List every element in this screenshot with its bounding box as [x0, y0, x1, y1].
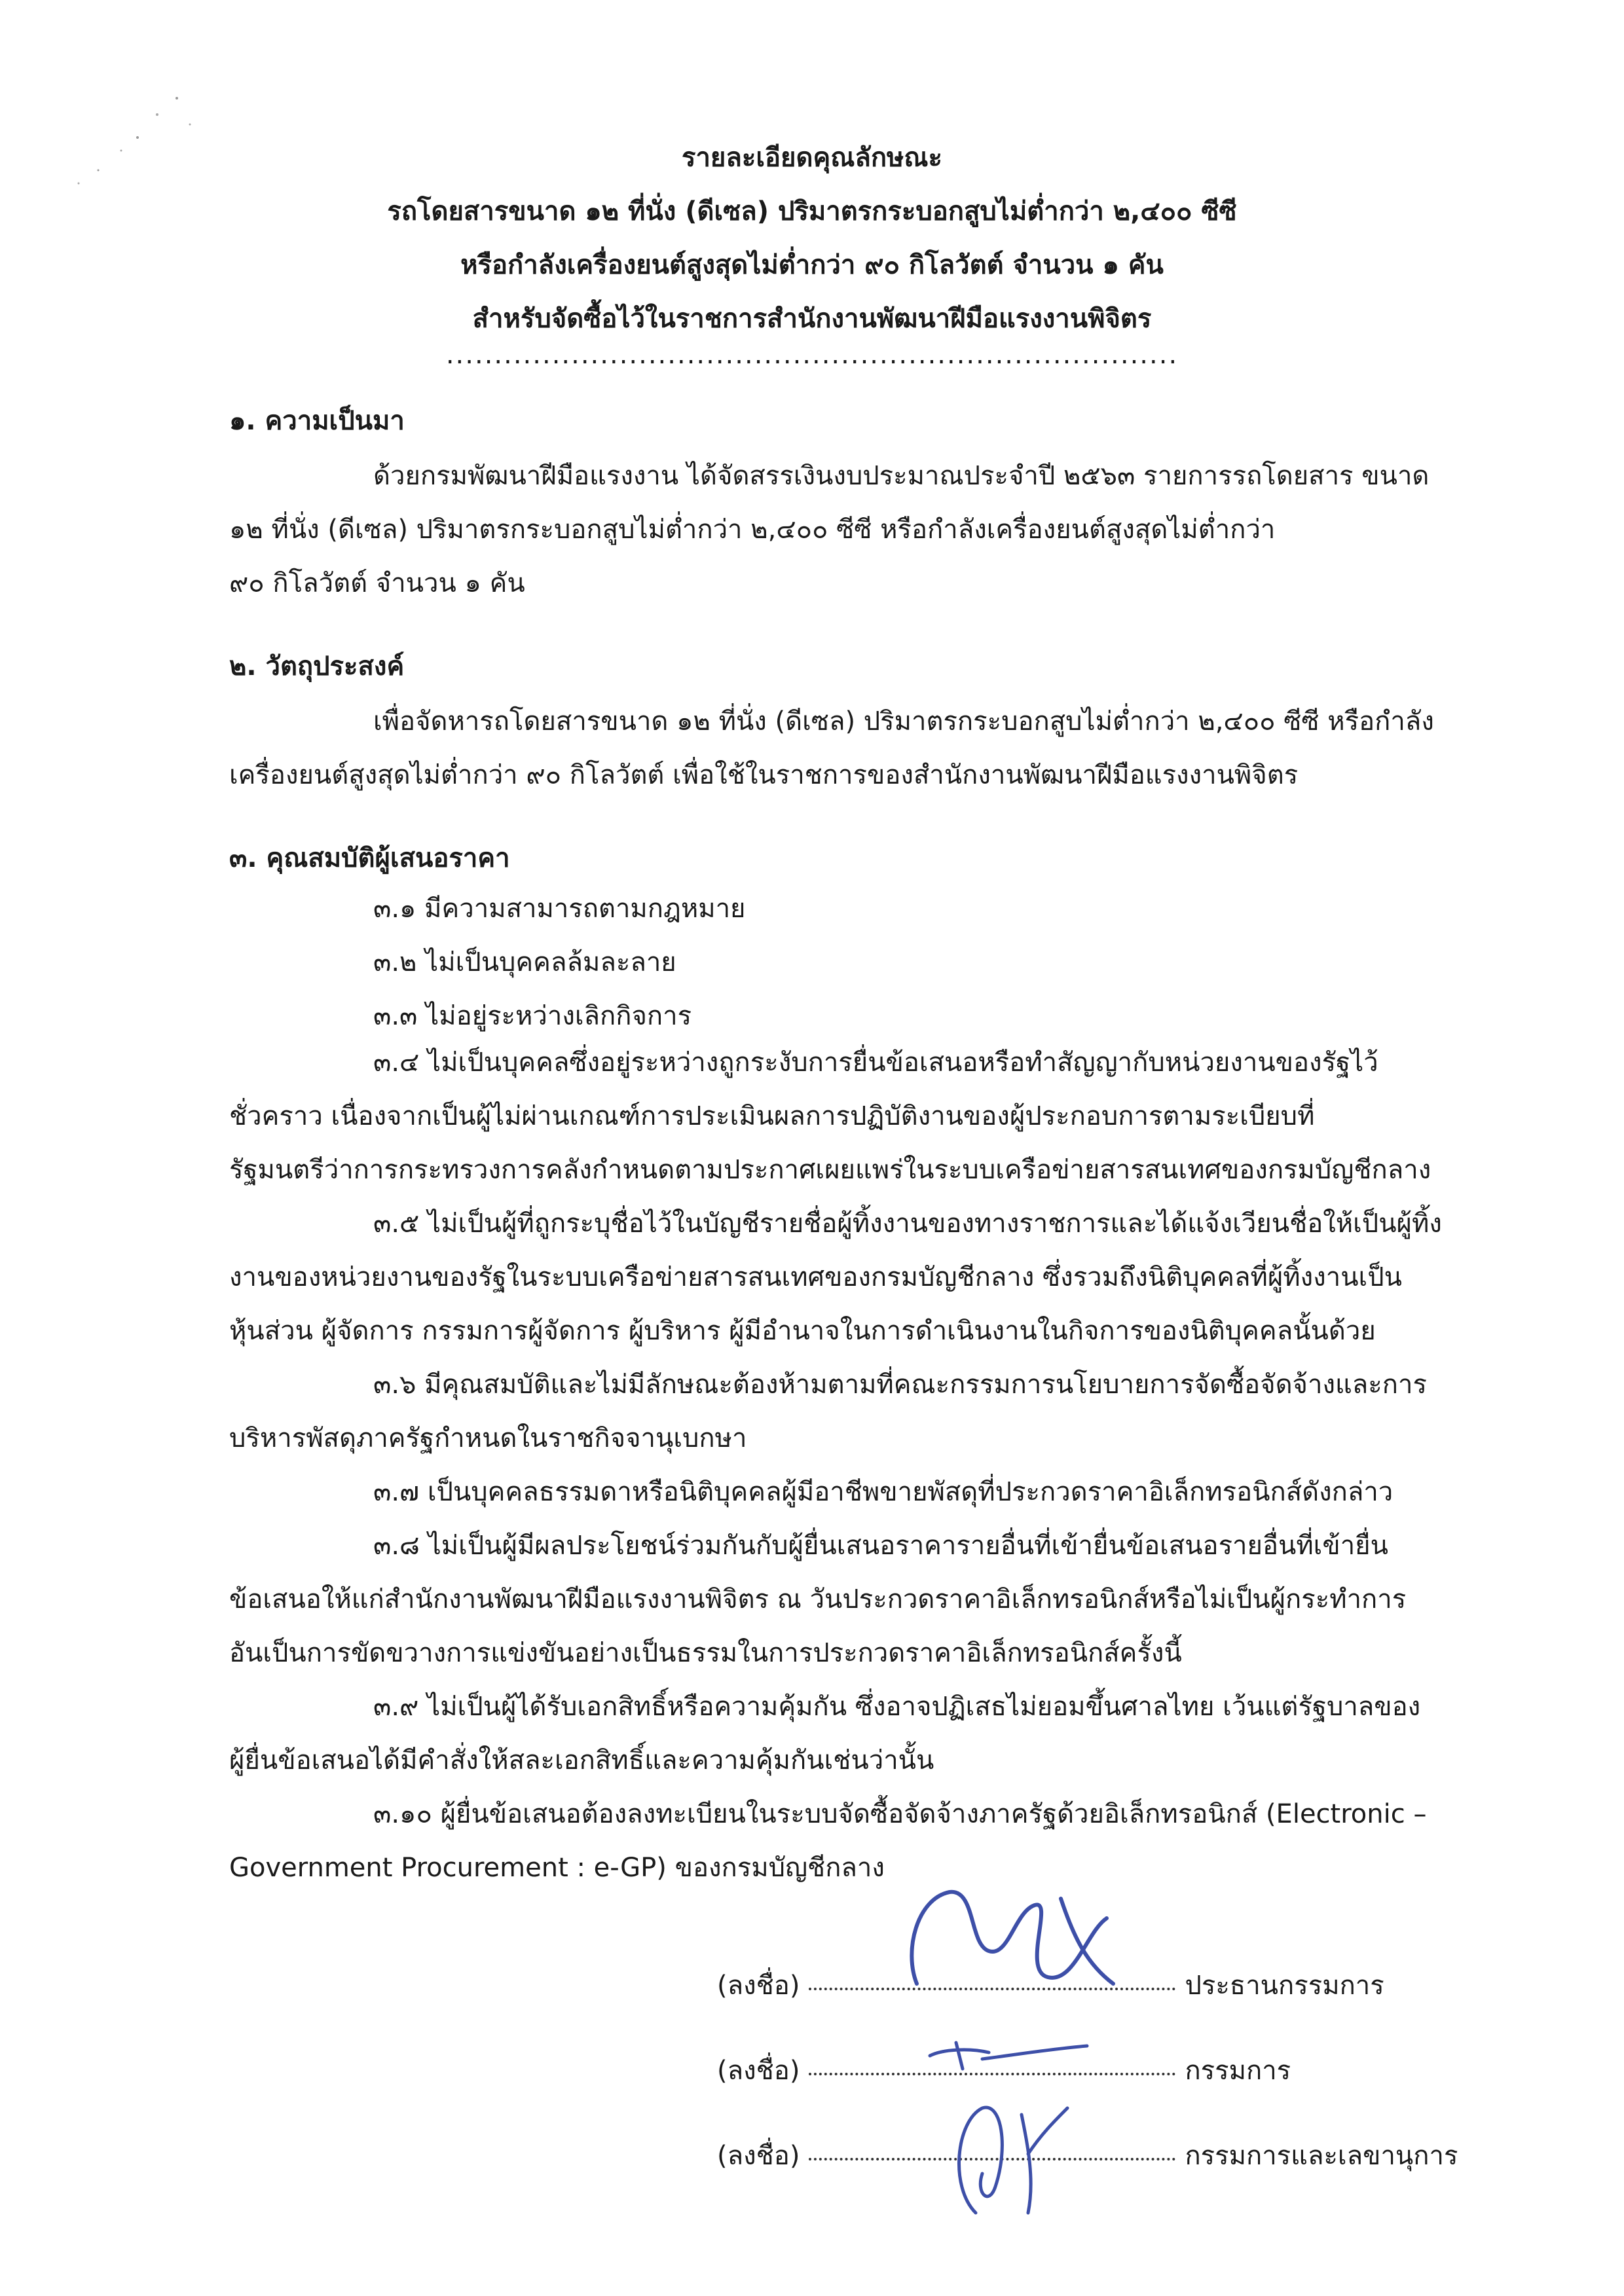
qualification-item-10 [229, 1787, 1460, 1895]
scan-specks [59, 79, 203, 199]
item-5-line: ๓.๕ ไม่เป็นผู้ที่ถูกระบุชื่อไว้ในบัญชีรายชื่อผู้ทิ้งงานของทางราชการและได้แจ้งเวียนชื่อให้เป็นผู้ทิ้ง [373, 1209, 1442, 1239]
section-2-body [229, 695, 1460, 802]
qualification-item-2: ๓.๒ ไม่เป็นบุคคลล้มละลาย [373, 947, 676, 977]
item-8-line: ๓.๘ ไม่เป็นผู้มีผลประโยชน์ร่วมกันกับผู้ยื่นเสนอราคารายอื่นที่เข้ายื่นข้อเสนอรายอื่นที่เข้ายื่น [373, 1531, 1388, 1561]
item-8-line: อันเป็นการขัดขวางการแข่งขันอย่างเป็นธรรมในการประกวดราคาอิเล็กทรอนิกส์ครั้งนี้ [229, 1638, 1182, 1668]
section-1-line: ๑๒ ที่นั่ง (ดีเซล) ปริมาตรกระบอกสูบไม่ต่ำกว่า ๒,๔๐๐ ซีซี หรือกำลังเครื่องยนต์สูงสุดไม่ต่ำกว่า [229, 515, 1276, 545]
signature-prefix: (ลงชื่อ) [717, 2056, 800, 2086]
signature-prefix: (ลงชื่อ) [717, 2141, 800, 2171]
item-10-line: Government Procurement : e-GP) ของกรมบัญชีกลาง [229, 1853, 885, 1883]
signature-role: ประธานกรรมการ [1185, 1971, 1384, 2001]
qualification-item-4 [229, 1036, 1460, 1197]
item-4-line: ๓.๔ ไม่เป็นบุคคลซึ่งอยู่ระหว่างถูกระงับการยื่นข้อเสนอหรือทำสัญญากับหน่วยงานของรัฐไว้ [373, 1048, 1378, 1078]
qualification-item-5 [229, 1197, 1460, 1358]
section-3-heading: ๓. คุณสมบัติผู้เสนอราคา [229, 843, 510, 873]
qualification-item-1: ๓.๑ มีความสามารถตามกฎหมาย [373, 894, 746, 924]
member-signature [917, 2023, 1100, 2082]
item-9-line: ๓.๙ ไม่เป็นผู้ได้รับเอกสิทธิ์หรือความคุ้มกัน ซึ่งอาจปฏิเสธไม่ยอมขึ้นศาลไทย เว้นแต่รัฐบาลของ [373, 1692, 1421, 1722]
item-8-line: ข้อเสนอให้แก่สำนักงานพัฒนาฝีมือแรงงานพิจิตร ณ วันประกวดราคาอิเล็กทรอนิกส์หรือไม่เป็นผู้กระทำการ [229, 1584, 1407, 1614]
title-line-4: สำหรับจัดซื้อไว้ในราชการสำนักงานพัฒนาฝีมือแรงงานพิจิตร [472, 304, 1152, 334]
qualification-item-6 [229, 1358, 1460, 1465]
qualification-item-7 [229, 1465, 1460, 1519]
chairman-signature [891, 1872, 1126, 2003]
item-9-line: ผู้ยื่นข้อเสนอได้มีคำสั่งให้สละเอกสิทธิ์และความคุ้มกันเช่นว่านั้น [229, 1745, 934, 1776]
section-2-line: เครื่องยนต์สูงสุดไม่ต่ำกว่า ๙๐ กิโลวัตต์ เพื่อใช้ในราชการของสำนักงานพัฒนาฝีมือแรงงานพิจิตร [229, 760, 1299, 790]
signature-role: กรรมการ [1185, 2056, 1291, 2086]
item-6-line: ๓.๖ มีคุณสมบัติและไม่มีลักษณะต้องห้ามตามที่คณะกรรมการนโยบายการจัดซื้อจัดจ้างและการ [373, 1370, 1427, 1400]
secretary-signature [936, 2095, 1080, 2226]
title-line-1: รายละเอียดคุณลักษณะ [681, 143, 943, 173]
item-7-line: ๓.๗ เป็นบุคคลธรรมดาหรือนิติบุคคลผู้มีอาชีพขายพัสดุที่ประกวดราคาอิเล็กทรอนิกส์ดังกล่าว [373, 1477, 1393, 1507]
qualification-item-3: ๓.๓ ไม่อยู่ระหว่างเลิกกิจการ [373, 1001, 692, 1031]
item-5-line: งานของหน่วยงานของรัฐในระบบเครือข่ายสารสนเทศของกรมบัญชีกลาง ซึ่งรวมถึงนิติบุคคลที่ผู้ทิ้งงานเป็น [229, 1262, 1402, 1292]
title-line-3: หรือกำลังเครื่องยนต์สูงสุดไม่ต่ำกว่า ๙๐ กิโลวัตต์ จำนวน ๑ คัน [460, 250, 1164, 280]
title-divider: ............................................................................ [445, 340, 1179, 370]
signature-role: กรรมการและเลขานุการ [1185, 2141, 1458, 2171]
title-line-2: รถโดยสารขนาด ๑๒ ที่นั่ง (ดีเซล) ปริมาตรกระบอกสูบไม่ต่ำกว่า ๒,๔๐๐ ซีซี [387, 196, 1237, 227]
qualification-item-8 [229, 1519, 1460, 1680]
section-1-heading: ๑. ความเป็นมา [229, 406, 405, 436]
section-1-line: ๙๐ กิโลวัตต์ จำนวน ๑ คัน [229, 568, 525, 598]
signature-prefix: (ลงชื่อ) [717, 1971, 800, 2001]
item-10-line: ๓.๑๐ ผู้ยื่นข้อเสนอต้องลงทะเบียนในระบบจัดซื้อจัดจ้างภาครัฐด้วยอิเล็กทรอนิกส์ (Electronic – [373, 1799, 1427, 1829]
section-1-body [229, 449, 1460, 610]
item-5-line: หุ้นส่วน ผู้จัดการ กรรมการผู้จัดการ ผู้บริหาร ผู้มีอำนาจในการดำเนินงานในกิจการของนิติบุคคลนั้นด้วย [229, 1316, 1376, 1346]
item-6-line: บริหารพัสดุภาครัฐกำหนดในราชกิจจานุเบกษา [229, 1423, 747, 1453]
signature-row-secretary [717, 2134, 1458, 2176]
item-4-line: ชั่วคราว เนื่องจากเป็นผู้ไม่ผ่านเกณฑ์การประเมินผลการปฏิบัติงานของผู้ประกอบการตามระเบียบที่ [229, 1101, 1315, 1131]
section-2-line: เพื่อจัดหารถโดยสารขนาด ๑๒ ที่นั่ง (ดีเซล) ปริมาตรกระบอกสูบไม่ต่ำกว่า ๒,๔๐๐ ซีซี หรือกำลัง [373, 706, 1434, 737]
section-1-line: ด้วยกรมพัฒนาฝีมือแรงงาน ได้จัดสรรเงินงบประมาณประจำปี ๒๕๖๓ รายการรถโดยสาร ขนาด [373, 461, 1430, 491]
document-title [223, 131, 1401, 368]
item-4-line: รัฐมนตรีว่าการกระทรวงการคลังกำหนดตามประกาศเผยแพร่ในระบบเครือข่ายสารสนเทศของกรมบัญชีกลาง [229, 1155, 1431, 1185]
section-2-heading: ๒. วัตถุประสงค์ [229, 651, 405, 682]
qualification-item-9 [229, 1680, 1460, 1787]
